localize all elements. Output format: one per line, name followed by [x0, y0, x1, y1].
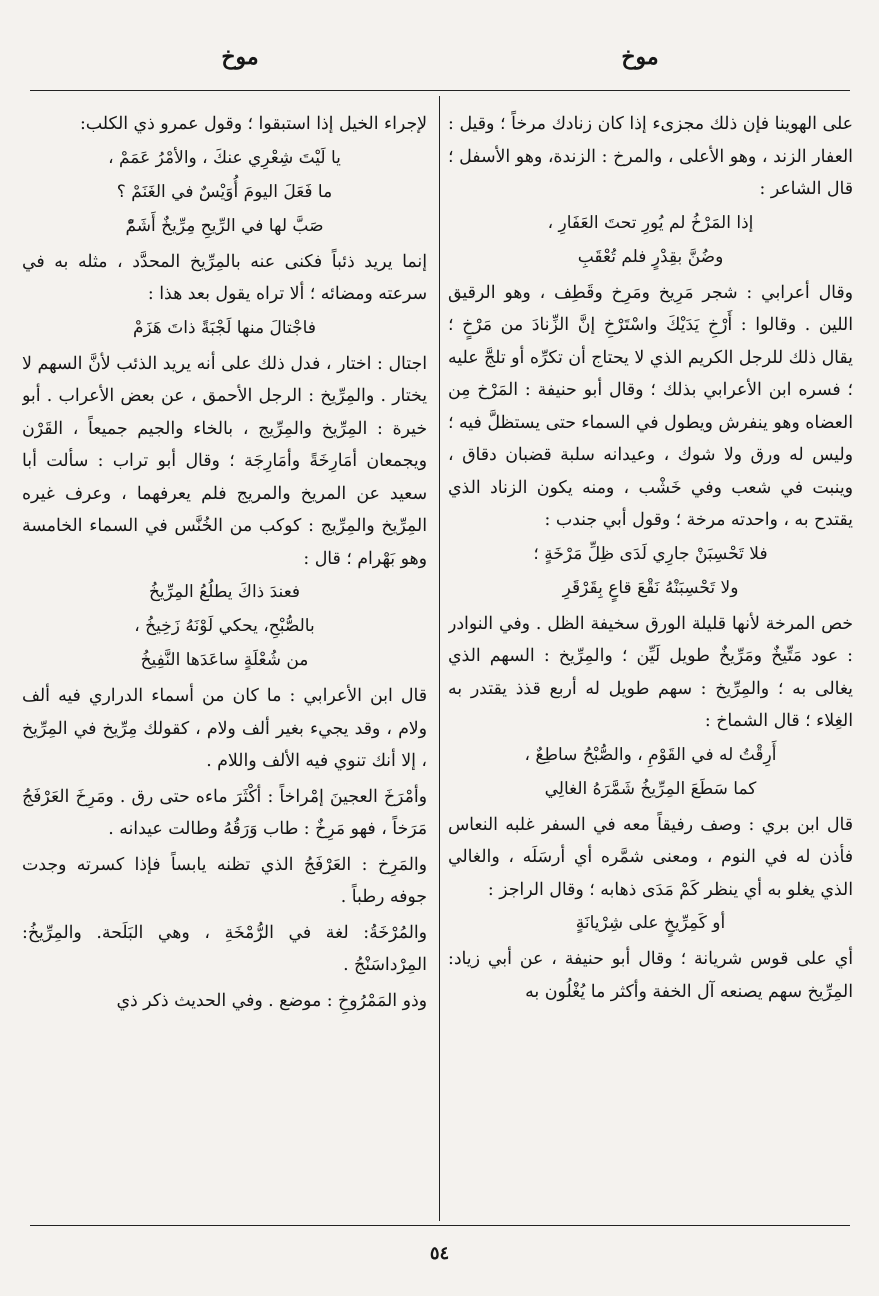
paragraph: خص المرخة لأنها قليلة الورق سخيفة الظل . وفي النوادر : عود مَتِّيخٌ ومَرِّيخٌ طويل لَيِّن ؛ والمِرِّيخ : السهم الذي يغالى به ؛ والمِرِّيخ : سهم طويل له أربع قذذ يقتدر به الغِلاء ؛ قال الشماخ :	[448, 613, 853, 731]
verse-line: فعندَ ذاكَ يطلُعُ المِرِّيخُ	[148, 582, 301, 602]
paragraph: قال ابن الأعرابي : ما كان من أسماء الدراري فيه ألف ولام ، وقد يجيء بغير ألف ولام ، كقولك مِرِّيخ في المِرِّيخ ، إلا أنك تنوي فيه الألف واللام .	[22, 686, 427, 771]
verse-line: بالصُّبْحِ، يحكي لَوْنَهُ زَخِيخُ ،	[134, 616, 315, 636]
verse-line: ما فَعَلَ اليومَ أُوَيْسٌ في الغَنَمْ ؟	[116, 181, 333, 202]
header-rule	[30, 90, 850, 91]
verse-line: من شُعْلَةٍ ساعَدَها النَّفِيخُ	[140, 650, 309, 670]
paragraph: قال ابن بري : وصف رفيقاً معه في السفر غلبه النعاس فأذن له في النوم ، ومعنى شمَّره أي أرسَلَه ، والغالي الذي يغلو به أي ينظر كَمْ مَدَى ذهابه ؛ وقال الراجز :	[448, 814, 853, 900]
verse-line: كما سَطَعَ المِرِّيخُ شَمَّرَهُ الغالِي	[544, 778, 757, 799]
verse-line: فلا تَحْسِبَنْ جارِي لَدَى ظِلِّ مَرْخَةٍ ؛	[533, 543, 768, 564]
verse-line: وضُنَّ بقِدْرٍ فلم تُعْقَبِ	[577, 246, 724, 267]
verse-line: ولا تَحْسِبَنْهُ نَقْعَ قاعٍ بِقَرْقَرِ	[562, 577, 739, 598]
verse-line: إذا المَرْخُ لم يُورِ تحتَ العَفَارِ ،	[547, 212, 754, 233]
running-head-left: موخ	[221, 44, 259, 70]
paragraph: والمُرْخَةُ: لغة في الرُّمْخَةِ ، وهي البَلَحة. والمِرِّيخُ: المِرْداسَنْجُ .	[22, 922, 427, 975]
paragraph: اجتال : اختار ، فدل ذلك على أنه يريد الذئب لأنَّ السهم لا يختار . والمِرِّيخ : الرجل الأحمق ، عن بعض الأعراب . أبو خيرة : المِرِّيخ والمِرِّيج ، بالخاء والجيم جميعاً ، القَرْن ويجمعان أمَارِخَةً وأمَارِجَة ؛ وقال أبو تراب : سألت أبا سعيد عن المريخ والمريج فلم يعرفهما ، وعرف غيره المِرِّيخ والمِرِّيج : كوكب من الخُنَّس في السماء الخامسة وهو بَهْرام ؛ قال :	[22, 353, 427, 569]
paragraph: والمَرِخ : العَرْفَجُ الذي تظنه يابساً فإذا كسرته وجدت جوفه رطباً .	[22, 854, 427, 907]
paragraph: لإجراء الخيل إذا استبقوا ؛ وقول عمرو ذي الكلب:	[79, 114, 427, 134]
verse-line: أَرِقْتُ له في القَوْمِ ، والصُّبْحُ ساطِعٌ ،	[524, 744, 777, 765]
paragraph: وذو المَمْرُوخِ : موضع . وفي الحديث ذكر ذي	[116, 990, 427, 1011]
verse-line: فاجْتالَ منها لَجْبَةً ذاتَ هَزَمْ	[133, 317, 316, 338]
verse-line: أو كَمِرِّيخٍ على شِرْيانَةٍ	[575, 913, 726, 933]
page-number: ٥٤	[429, 1243, 450, 1264]
paragraph: أي على قوس شريانة ؛ وقال أبو حنيفة ، عن أبي زياد: المِرِّيخ سهم يصنعه آل الخفة وأكثر ما يُغْلُون به	[448, 949, 853, 1002]
paragraph: على الهوينا فإن ذلك مجزىء إذا كان زنادك مرخاً ؛ وقيل : العفار الزند ، وهو الأعلى ، والمرخ : الزندة، وهو الأسفل ؛ قال الشاعر :	[448, 114, 853, 199]
verse-line: يا لَيْتَ شِعْرِي عنكَ ، والأمْرُ عَمَمْ ،	[108, 147, 341, 168]
verse-line: صَبَّ لها في الرِّيحِ مِرِّيخٌ أَشَمّْ	[125, 215, 324, 236]
column-divider	[439, 96, 440, 1221]
paragraph: وقال أعرابي : شجر مَرِيخ ومَرِخ وقَطِف ، وهو الرقيق اللين . وقالوا : أَرْخِ يَدَيْكَ واسْتَرْخِ إنَّ الزِّنادَ من مَرْخٍ ؛ يقال ذلك للرجل الكريم الذي لا يحتاج أن تكرِّه أو تلجَّ عليه ؛ فسره ابن الأعرابي بذلك ؛ وقال أبو حنيفة : المَرْخ مِن العضاه وهو ينفرش ويطول في السماء حتى يستظلَّ فيه ؛ وليس له ورق ولا شوك ، وعيدانه سلبة قضبان دقاق ، وينبت في شعب وفي خَشْب ، ومنه يكون الزناد الذي يقتدح به ، واحدته مرخة ؛ وقول أبي جندب :	[448, 282, 853, 530]
running-head-right: موخ	[621, 44, 659, 70]
right-column	[448, 108, 853, 1218]
footer-rule	[30, 1225, 850, 1226]
left-column	[22, 108, 427, 1218]
paragraph: وأمْرَخَ العجينَ إمْراخاً : أكْثَرَ ماءه حتى رق . ومَرِخَ العَرْفَجُ مَرَخاً ، فهو مَرِخٌ : طاب وَرَقُهُ وطالت عيدانه .	[22, 786, 427, 839]
paragraph: إنما يريد ذئباً فكنى عنه بالمِرِّيخ المحدَّد ، مثله به في سرعته ومضائه ؛ ألا تراه يقول بعد هذا :	[22, 251, 427, 304]
